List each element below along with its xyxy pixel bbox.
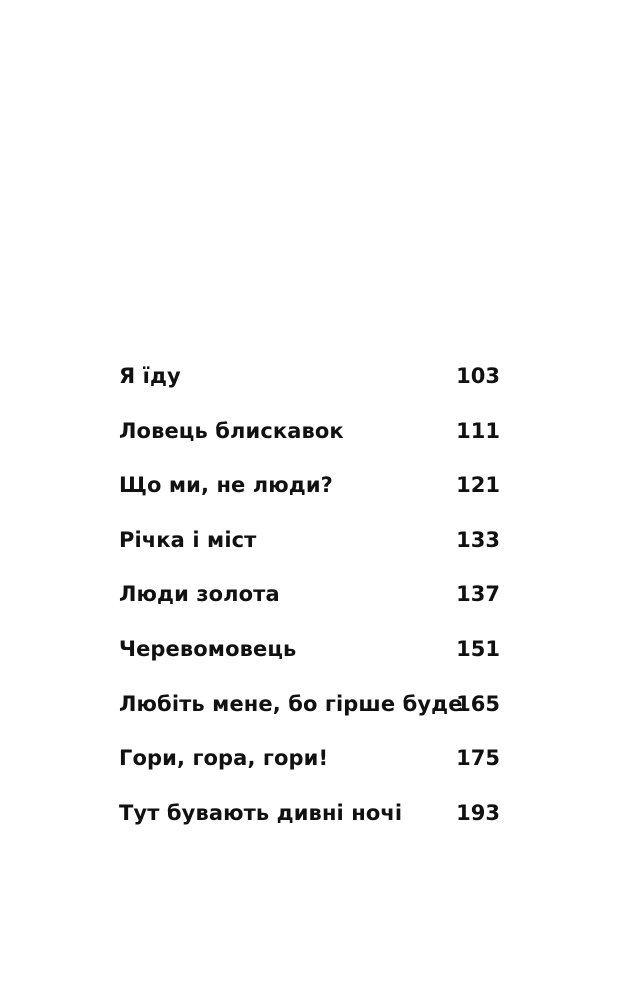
- toc-entry: [119, 690, 500, 745]
- toc-entry-page: 103: [456, 364, 500, 388]
- toc-entry-title: Тут бувають дивні ночі: [119, 800, 403, 825]
- toc-entry-page: 111: [456, 418, 500, 443]
- toc-entry-title: Я їду: [119, 364, 181, 388]
- toc-entry-page: 165: [456, 691, 500, 716]
- toc-entry: [119, 362, 500, 417]
- toc-entry: [119, 744, 500, 799]
- toc-entry-page: 137: [456, 582, 500, 607]
- toc-entry-title: Що ми, не люди?: [119, 473, 333, 498]
- toc-entry-title: Черевомовець: [119, 636, 297, 661]
- toc-entry-page: 175: [456, 746, 500, 771]
- toc-entry-page: 121: [456, 473, 500, 498]
- toc-entry-page: 151: [456, 636, 500, 661]
- toc-entry-title: Гори, гора, гори!: [119, 746, 329, 771]
- toc-entry: [119, 417, 500, 472]
- toc-entry: [119, 580, 500, 635]
- toc-entry: [119, 799, 500, 854]
- toc-entry-page: 193: [456, 800, 500, 825]
- toc-entry: [119, 471, 500, 526]
- toc-entry-title: Ловець блискавок: [119, 418, 344, 443]
- toc-entry-page: 133: [456, 527, 500, 552]
- toc-entry-title: Річка і міст: [119, 527, 257, 552]
- toc-entry: [119, 635, 500, 690]
- table-of-contents: [119, 362, 500, 853]
- toc-entry-title: Люди золота: [119, 582, 280, 607]
- toc-entry: [119, 526, 500, 581]
- toc-entry-title: Любіть мене, бо гірше буде: [119, 691, 463, 716]
